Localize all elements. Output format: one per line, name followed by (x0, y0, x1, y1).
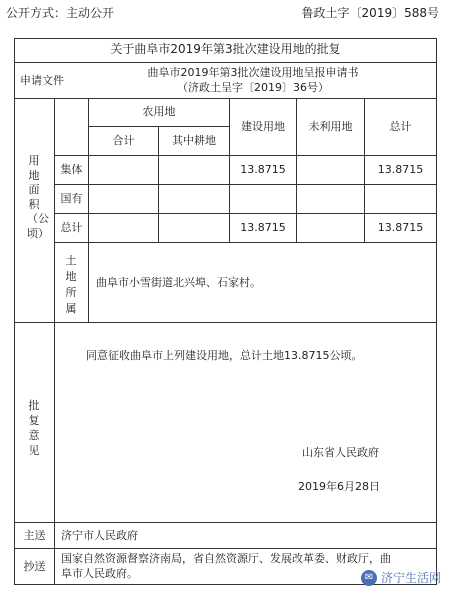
row-label-collective: 集体 (60, 163, 83, 176)
issuing-authority: 山东省人民政府 (302, 446, 379, 459)
row-label-total: 总计 (60, 221, 83, 234)
application-line-2: （济政土呈字〔2019〕36号） (177, 81, 329, 94)
cell-sum: 13.8715 (377, 221, 424, 234)
header-construction: 建设用地 (241, 120, 285, 133)
ownership-value: 曲阜市小雪街道北兴埠、石家村。 (96, 276, 261, 289)
land-area-section-label: 用地面积（公顷） (27, 154, 49, 240)
approval-label: 批复意见 (28, 399, 40, 457)
header-farmland: 农用地 (142, 105, 176, 118)
application-line-1: 曲阜市2019年第3批次建设用地呈报申请书 (147, 66, 359, 79)
cc-label: 抄送 (23, 560, 46, 573)
ownership-label: 土地所属 (65, 254, 77, 315)
header-farmland-total: 合计 (112, 134, 135, 147)
header-sum: 总计 (389, 120, 412, 133)
watermark (361, 569, 441, 586)
watermark-text: 济宁生活网 (380, 571, 441, 585)
send-value: 济宁市人民政府 (61, 529, 138, 542)
send-label: 主送 (23, 529, 46, 542)
row-label-state: 国有 (60, 192, 83, 205)
cell-sum: 13.8715 (377, 163, 424, 176)
application-label: 申请文件 (20, 74, 64, 87)
disclosure-type: 公开方式：主动公开 (6, 6, 115, 20)
cell-construction: 13.8715 (240, 163, 286, 176)
cc-line-2: 阜市人民政府。 (61, 567, 138, 580)
header-unused: 未利用地 (308, 120, 353, 133)
header-cultivated: 其中耕地 (172, 134, 216, 147)
cc-line-1: 国家自然资源督察济南局，省自然资源厅、发展改革委、财政厅，曲 (61, 552, 391, 565)
document-number: 鲁政土字〔2019〕588号 (301, 6, 439, 20)
approval-text: 同意征收曲阜市上列建设用地，总计土地13.8715公顷。 (86, 349, 363, 362)
cell-construction: 13.8715 (240, 221, 286, 234)
approval-date: 2019年6月28日 (298, 480, 380, 493)
document-title: 关于曲阜市2019年第3批次建设用地的批复 (110, 42, 341, 56)
wechat-icon: ✉ (361, 570, 377, 586)
